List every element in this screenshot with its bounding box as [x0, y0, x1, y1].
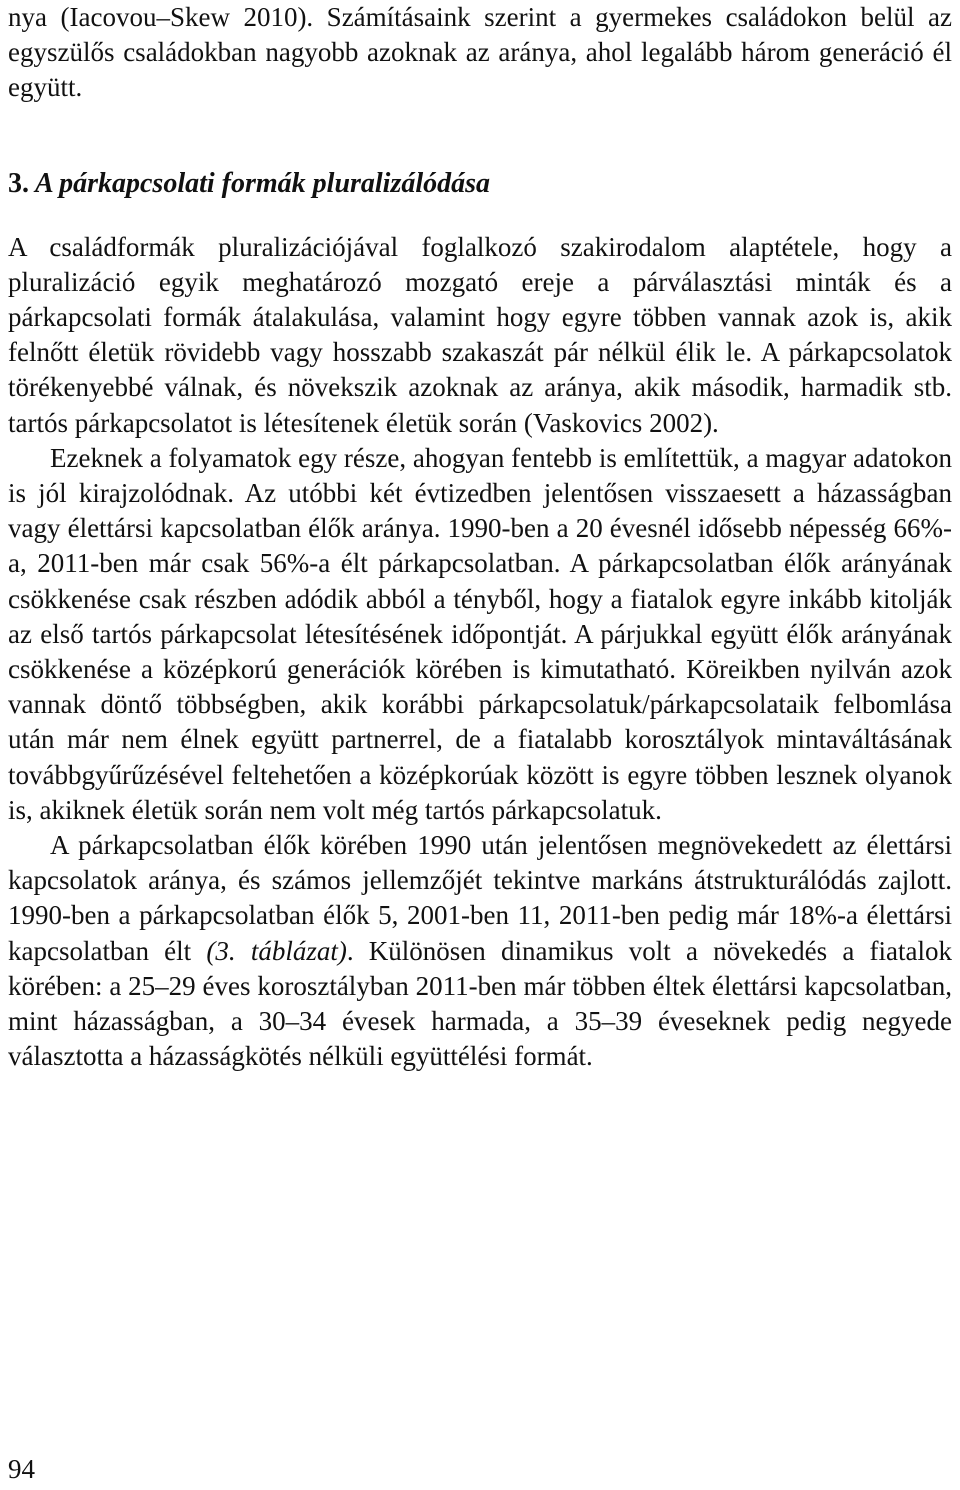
section-title: A párkapcsolati formák pluralizálódása [34, 167, 491, 199]
table-reference: (3. táblázat) [206, 935, 347, 966]
paragraph-3-text-a: A párkapcsolatban élők körében 1990 után jelentősen megnövekedett az élettársi kapcsolatok aránya, és számos jellemzőjét tekintve markáns átstrukturálódás zajlott. 1990-ben a párkapcsolatban élők 5, 2001-ben 11, 2011-ben pedig már 18%-a élettársi kapcsolatban élt [8, 830, 952, 966]
page-number: 94 [8, 1454, 35, 1484]
section-number: 3. [8, 167, 29, 199]
paragraph-3-text-b: . Különösen dinamikus volt a növekedés a fiatalok körében: a 25–29 éves korosztályban 2011-ben már többen éltek élettársi kapcsolatban, mint házasságban, a 30–34 évesek harmada, a 35–39 éveseknek pedig negyede választotta a házasságkötés nélküli együttélési formát. [8, 935, 952, 1072]
document-page [8, 0, 952, 1074]
paragraph-2: Ezeknek a folyamatok egy része, ahogyan fentebb is említettük, a magyar adatokon is jól kirajzolódnak. Az utóbbi két évtizedben jelentősen visszaesett a házasságban vagy élettársi kapcsolatban élők aránya. 1990-ben a 20 évesnél idősebb népesség 66%-a, 2011-ben már csak 56%-a élt párkapcsolatban. A párkapcsolatban élők arányának csökkenése csak részben adódik abból a tényből, hogy a fiatalok egyre inkább kitolják az első tartós párkapcsolat létesítésének időpontját. A párjukkal együtt élők arányának csökkenése a középkorú generációk körében is kimutatható. Köreikben nyilván azok vannak döntő többségben, akik korábbi párkapcsolatuk/párkapcsolataik felbomlása után már nem élnek együtt partnerrel, de a fiatalabb korosztályok mintaváltásának továbbgyűrűzésével feltehetően a középkorúak között is egyre többen lesznek olyanok is, akiknek életük során nem volt még tartós párkapcsolatuk. [8, 442, 952, 825]
section-body [8, 230, 952, 1075]
section-heading [8, 164, 952, 204]
paragraph-1: A családformák pluralizációjával foglalkozó szakirodalom alaptétele, hogy a pluralizáció egyik meghatározó mozgató ereje a párválasztási minták és a párkapcsolati formák átalakulása, valamint hogy egyre többen vannak azok is, akik felnőtt életük rövidebb vagy hosszabb szakaszát pár nélkül élik le. A párkapcsolatok törékenyebbé válnak, és növekszik azoknak az aránya, akik második, harmadik stb. tartós párkapcsolatot is létesítenek életük során (Vaskovics 2002). [8, 231, 952, 438]
intro-paragraph: nya (Iacovou–Skew 2010). Számításaink szerint a gyermekes családokon belül az egyszülős családokban nagyobb azoknak az aránya, ahol legalább három generáció él együtt. [8, 2, 952, 103]
paragraph-3 [8, 828, 952, 1074]
